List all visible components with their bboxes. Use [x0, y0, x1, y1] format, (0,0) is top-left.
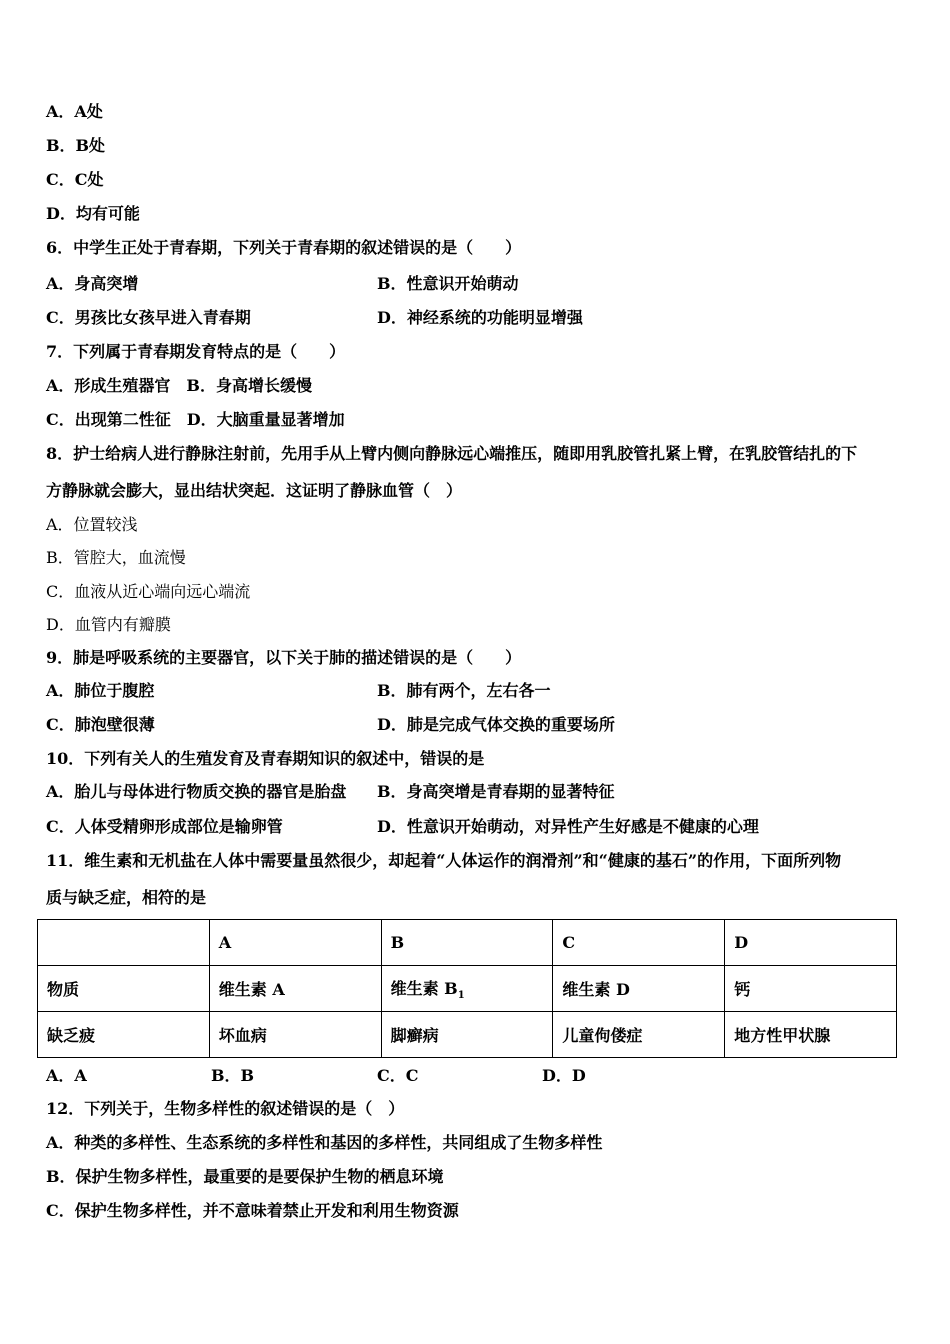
table-row-label-substance: 物质	[38, 966, 210, 1012]
q11-answer-a: A．A	[46, 1066, 87, 1085]
q9-option-c: C．肺泡壁很薄	[46, 715, 155, 734]
q5-option-d: D．均有可能	[46, 204, 140, 223]
cell-text: 维生素 B	[390, 978, 458, 998]
q6-option-c: C．男孩比女孩早进入青春期	[46, 308, 251, 327]
q6-stem: 6．中学生正处于青春期，下列关于青春期的叙述错误的是（ ）	[46, 238, 522, 257]
table-header-b: B	[381, 920, 553, 966]
q8-option-a: A．位置较浅	[46, 515, 138, 534]
table-cell: 脚癣病	[381, 1012, 553, 1058]
table-cell: 钙	[725, 966, 897, 1012]
q8-option-d: D．血管内有瓣膜	[46, 615, 171, 634]
q7-options-row1: A．形成生殖器官 B．身高增长缓慢	[46, 376, 312, 395]
q9-option-a: A．肺位于腹腔	[46, 681, 155, 700]
q5-option-a: A．A处	[46, 102, 103, 121]
q8-option-c: C．血液从近心端向远心端流	[46, 582, 251, 601]
table-row	[38, 920, 897, 966]
q10-option-d: D．性意识开始萌动，对异性产生好感是不健康的心理	[377, 817, 759, 836]
q6-option-a: A．身高突增	[46, 274, 139, 293]
table-cell	[38, 920, 210, 966]
q8-stem-line1: 8．护士给病人进行静脉注射前，先用手从上臂内侧向静脉远心端推压，随即用乳胶管扎紧上臂，在乳胶管结扎的下	[46, 444, 858, 463]
q6-option-d: D．神经系统的功能明显增强	[377, 308, 583, 327]
q7-stem: 7．下列属于青春期发育特点的是（ ）	[46, 342, 346, 361]
table-cell: 坏血病	[209, 1012, 381, 1058]
table-cell: 儿童佝偻症	[553, 1012, 725, 1058]
table-cell: 维生素 A	[209, 966, 381, 1012]
subscript: 1	[457, 990, 465, 1002]
table-row-label-deficiency: 缺乏疲	[38, 1012, 210, 1058]
q11-answer-c: C．C	[377, 1066, 419, 1085]
table-row	[38, 966, 897, 1012]
q9-option-b: B．肺有两个，左右各一	[377, 681, 551, 700]
table-header-a: A	[209, 920, 381, 966]
q8-option-b: B．管腔大，血流慢	[46, 548, 186, 567]
q9-stem: 9．肺是呼吸系统的主要器官，以下关于肺的描述错误的是（ ）	[46, 648, 522, 667]
q7-options-row2: C．出现第二性征 D．大脑重量显著增加	[46, 410, 345, 429]
q12-stem: 12．下列关于，生物多样性的叙述错误的是（ ）	[46, 1099, 405, 1118]
table-cell: 地方性甲状腺	[725, 1012, 897, 1058]
q9-option-d: D．肺是完成气体交换的重要场所	[377, 715, 615, 734]
q11-stem-line1: 11．维生素和无机盐在人体中需要量虽然很少，却起着“人体运作的润滑剂”和“健康的基石”的作用，下面所列物	[46, 851, 842, 870]
q11-answer-d: D．D	[542, 1066, 586, 1085]
q5-option-b: B．B处	[46, 136, 106, 155]
q10-option-b: B．身高突增是青春期的显著特征	[377, 782, 615, 801]
q11-stem-line2: 质与缺乏症，相符的是	[46, 888, 207, 907]
q10-option-a: A．胎儿与母体进行物质交换的器官是胎盘	[46, 782, 347, 801]
table-cell: 维生素 D	[553, 966, 725, 1012]
table-cell	[381, 966, 553, 1012]
table-row	[38, 1012, 897, 1058]
q12-option-b: B．保护生物多样性，最重要的是要保护生物的栖息环境	[46, 1167, 444, 1186]
table-header-d: D	[725, 920, 897, 966]
q12-option-c: C．保护生物多样性，并不意味着禁止开发和利用生物资源	[46, 1201, 459, 1220]
q11-answer-b: B．B	[211, 1066, 255, 1085]
q10-option-c: C．人体受精卵形成部位是输卵管	[46, 817, 283, 836]
q11-table	[37, 919, 897, 1058]
q8-stem-line2: 方静脉就会膨大，显出结状突起．这证明了静脉血管（ ）	[46, 481, 463, 500]
q10-stem: 10．下列有关人的生殖发育及青春期知识的叙述中，错误的是	[46, 749, 485, 768]
q12-option-a: A．种类的多样性、生态系统的多样性和基因的多样性，共同组成了生物多样性	[46, 1133, 603, 1152]
q5-option-c: C．C处	[46, 170, 104, 189]
q6-option-b: B．性意识开始萌动	[377, 274, 519, 293]
table-header-c: C	[553, 920, 725, 966]
